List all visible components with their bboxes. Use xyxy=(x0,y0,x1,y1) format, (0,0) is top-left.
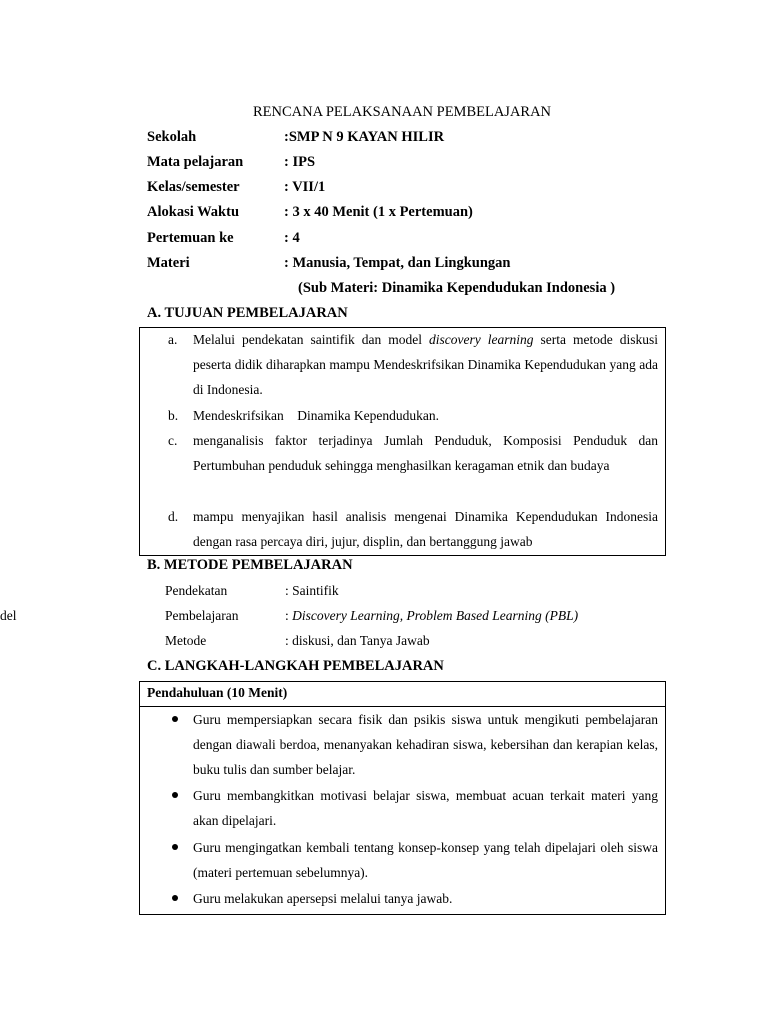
metode-value-pembelajaran-text: Discovery Learning, Problem Based Learning (PBL) xyxy=(292,608,579,623)
identity-label-sekolah: Sekolah xyxy=(147,129,197,145)
document-title: RENCANA PELAKSANAAN PEMBELAJARAN xyxy=(252,104,552,120)
tujuan-item-a-emphasis: discovery learning xyxy=(428,332,534,347)
identity-label-mapel: Mata pelajaran xyxy=(147,154,244,170)
tujuan-item-a xyxy=(193,327,658,402)
section-a-heading: A. TUJUAN PEMBELAJARAN xyxy=(147,305,348,321)
tujuan-marker-b: b. xyxy=(168,408,179,423)
pendahuluan-item-4: Guru melakukan apersepsi melalui tanya jawab. xyxy=(193,891,453,906)
metode-value-pembelajaran xyxy=(285,608,578,624)
identity-value-mapel: : IPS xyxy=(284,154,316,170)
tujuan-item-a-text-2: serta metode diskusi peserta didik diharapkan mampu Mendeskrifsikan Dinamika Kependudukan yang ada di Indonesia. xyxy=(193,332,658,397)
identity-label-alokasi: Alokasi Waktu xyxy=(147,204,240,220)
pendahuluan-heading: Pendahuluan (10 Menit) xyxy=(147,685,288,700)
identity-label-materi: Materi xyxy=(147,255,190,271)
tujuan-marker-a: a. xyxy=(168,332,178,347)
tujuan-item-a-text-1: Melalui pendekatan saintifik dan model xyxy=(193,332,429,347)
identity-label-kelas: Kelas/semester xyxy=(147,179,240,195)
bullet-icon-1 xyxy=(172,716,178,722)
identity-value-materi: : Manusia, Tempat, dan Lingkungan xyxy=(284,255,511,271)
bullet-icon-2 xyxy=(172,792,178,798)
pendahuluan-item-2: Guru membangkitkan motivasi belajar siswa, membuat acuan terkait materi yang akan dipelajari. xyxy=(193,788,658,828)
identity-value-kelas: : VII/1 xyxy=(284,179,326,195)
tujuan-item-c: menganalisis faktor terjadinya Jumlah Penduduk, Komposisi Penduduk dan Pertumbuhan penduduk sehingga menghasilkan keragaman etnik dan budaya xyxy=(193,433,658,473)
tujuan-item-b: Mendeskrifsikan Dinamika Kependudukan. xyxy=(193,408,439,423)
tujuan-marker-c: c. xyxy=(168,433,178,448)
metode-label-metode: Metode xyxy=(165,633,207,648)
metode-label-pembelajaran: Pembelajaran xyxy=(165,608,239,623)
metode-label-pendekatan: Pendekatan xyxy=(165,583,228,598)
sub-materi: (Sub Materi: Dinamika Kependudukan Indonesia ) xyxy=(298,280,616,296)
section-c-heading: C. LANGKAH-LANGKAH PEMBELAJARAN xyxy=(147,658,444,674)
pendahuluan-item-1: Guru mempersiapkan secara fisik dan psikis siswa untuk mengikuti pembelajaran dengan diawali berdoa, menanyakan kehadiran siswa, kebersihan dan kerapian kelas, buku tulis dan sumber belajar. xyxy=(193,712,658,777)
bullet-icon-3 xyxy=(172,844,178,850)
pendahuluan-item-3: Guru mengingatkan kembali tentang konsep-konsep yang telah dipelajari oleh siswa (materi pertemuan sebelumnya). xyxy=(193,840,658,880)
identity-value-alokasi: : 3 x 40 Menit (1 x Pertemuan) xyxy=(284,204,473,220)
metode-value-metode: : diskusi, dan Tanya Jawab xyxy=(285,633,430,648)
identity-value-sekolah: :SMP N 9 KAYAN HILIR xyxy=(284,129,445,145)
section-b-heading: B. METODE PEMBELAJARAN xyxy=(147,557,353,573)
bullet-icon-4 xyxy=(172,895,178,901)
tujuan-marker-d: d. xyxy=(168,509,179,524)
margin-fragment: del xyxy=(0,608,17,623)
tujuan-item-d: mampu menyajikan hasil analisis mengenai Dinamika Kependudukan Indonesia dengan rasa percaya diri, jujur, displin, dan bertanggung jawab xyxy=(193,509,658,549)
identity-label-pertemuan: Pertemuan ke xyxy=(147,230,234,246)
identity-value-pertemuan: : 4 xyxy=(284,230,300,246)
metode-value-pembelajaran-prefix: : xyxy=(285,608,293,623)
metode-value-pendekatan: : Saintifik xyxy=(285,583,339,598)
